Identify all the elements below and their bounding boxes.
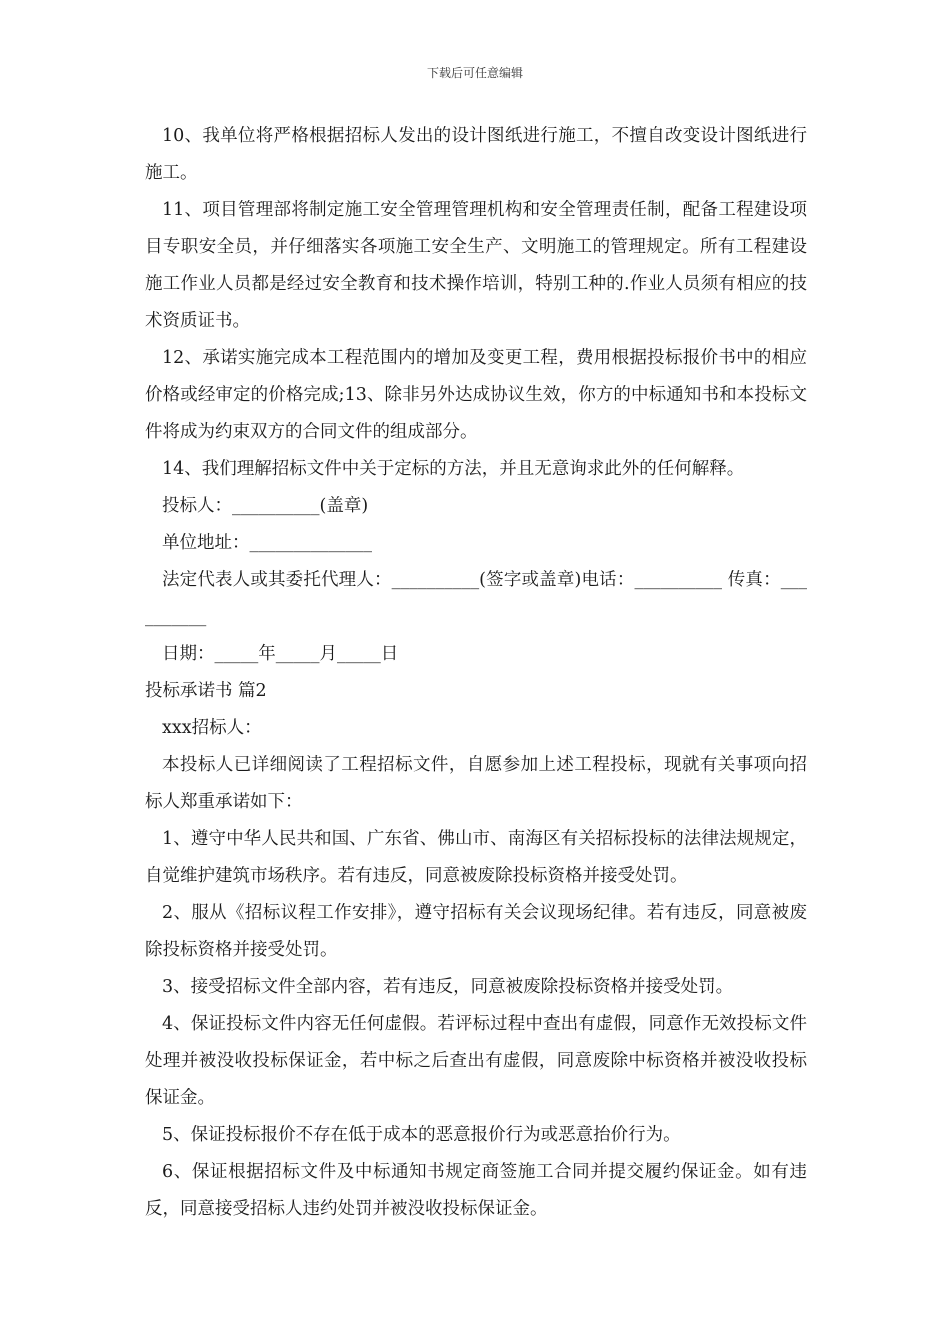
document-body <box>145 118 807 1228</box>
section-heading: 投标承诺书 篇2 <box>145 681 267 701</box>
commitment-item-3: 3、接受招标文件全部内容，若有违反，同意被废除投标资格并接受处罚。 <box>162 977 734 997</box>
address-line: 单位地址：______________ <box>162 533 372 553</box>
header-note: 下载后可任意编辑 <box>426 66 523 80</box>
commitment-item-2: 2、服从《招标议程工作安排》，遵守招标有关会议现场纪律。若有违反，同意被废除投标资格并接受处罚。 <box>145 903 807 960</box>
commitment-item-5: 5、保证投标报价不存在低于成本的恶意报价行为或恶意抬价行为。 <box>162 1125 681 1145</box>
representative-line: 法定代表人或其委托代理人：__________(签字或盖章)电话：__________ 传真：__________ <box>145 570 807 627</box>
commitment-item-4: 4、保证投标文件内容无任何虚假。若评标过程中查出有虚假，同意作无效投标文件处理并被没收投标保证金，若中标之后查出有虚假，同意废除中标资格并被没收投标保证金。 <box>145 1014 807 1108</box>
paragraph-item-11: 11、项目管理部将制定施工安全管理管理机构和安全管理责任制，配备工程建设项目专职安全员，并仔细落实各项施工安全生产、文明施工的管理规定。所有工程建设施工作业人员都是经过安全教育和技术操作培训，特别工种的.作业人员须有相应的技术资质证书。 <box>145 200 807 331</box>
salutation: xxx招标人： <box>162 718 262 738</box>
bidder-signature-line: 投标人：__________(盖章) <box>162 496 369 516</box>
paragraph-item-14: 14、我们理解招标文件中关于定标的方法，并且无意询求此外的任何解释。 <box>162 459 745 479</box>
paragraph-item-12: 12、承诺实施完成本工程范围内的增加及变更工程，费用根据投标报价书中的相应价格或经审定的价格完成;13、除非另外达成协议生效，你方的中标通知书和本投标文件将成为约束双方的合同文件的组成部分。 <box>145 348 807 442</box>
commitment-item-6: 6、保证根据招标文件及中标通知书规定商签施工合同并提交履约保证金。如有违反，同意接受招标人违约处罚并被没收投标保证金。 <box>145 1162 807 1219</box>
intro-paragraph: 本投标人已详细阅读了工程招标文件，自愿参加上述工程投标，现就有关事项向招标人郑重承诺如下： <box>145 755 807 812</box>
date-line: 日期：_____年_____月_____日 <box>162 644 399 664</box>
paragraph-item-10: 10、我单位将严格根据招标人发出的设计图纸进行施工，不擅自改变设计图纸进行施工。 <box>145 126 807 183</box>
commitment-item-1: 1、遵守中华人民共和国、广东省、佛山市、南海区有关招标投标的法律法规规定，自觉维护建筑市场秩序。若有违反，同意被废除投标资格并接受处罚。 <box>145 829 807 886</box>
